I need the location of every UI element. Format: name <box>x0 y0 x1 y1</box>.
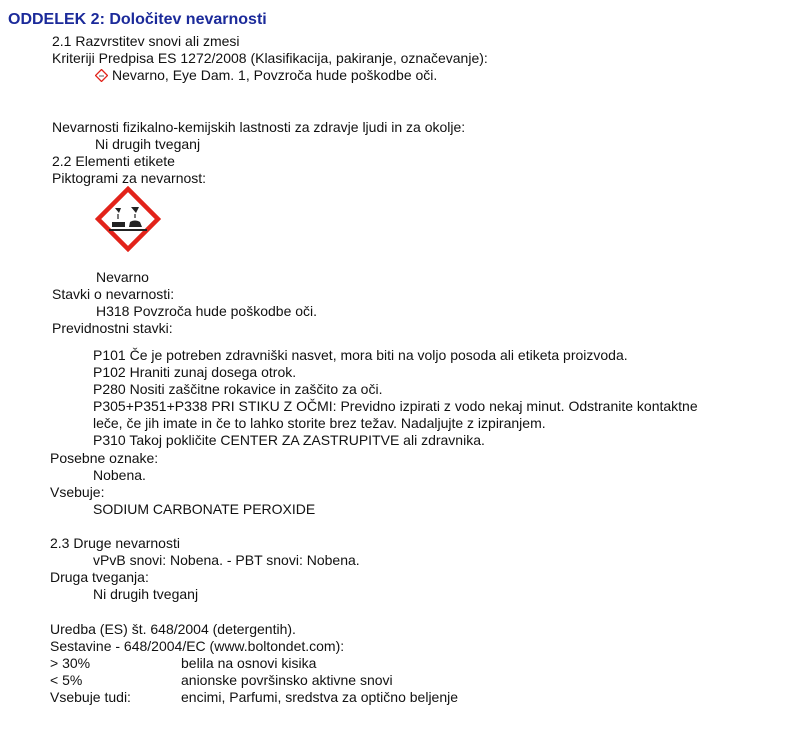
ghs05-corrosion-icon <box>95 186 161 252</box>
subsection-2-3-title: 2.3 Druge nevarnosti <box>50 535 180 551</box>
contains-label: Vsebuje: <box>50 484 105 500</box>
composition-name: belila na osnovi kisika <box>181 655 317 671</box>
classification-text: Nevarno, Eye Dam. 1, Povzroča hude poškodbe oči. <box>112 67 438 83</box>
special-label: Posebne oznake: <box>50 450 159 466</box>
ghs-diamond-icon <box>95 69 108 86</box>
other-risks-label: Druga tveganja: <box>50 569 149 585</box>
composition-label: Sestavine - 648/2004/EC (www.boltondet.com): <box>50 638 345 654</box>
precautionary-statement: P102 Hraniti zunaj dosega otrok. <box>93 364 297 380</box>
other-risks-value: Ni drugih tveganj <box>93 586 199 602</box>
subsection-2-1-title: 2.1 Razvrstitev snovi ali zmesi <box>52 33 240 49</box>
phys-hazards-value: Ni drugih tveganj <box>95 136 201 152</box>
precautionary-statement: P101 Če je potreben zdravniški nasvet, mora biti na voljo posoda ali etiketa proizvoda. <box>93 347 628 363</box>
classification-line <box>95 67 437 86</box>
composition-name: encimi, Parfumi, sredstva za optično beljenje <box>181 689 459 705</box>
precautionary-label: Previdnostni stavki: <box>52 320 173 336</box>
hazard-statements-label: Stavki o nevarnosti: <box>52 286 175 302</box>
composition-amount: > 30% <box>50 655 91 671</box>
composition-amount: Vsebuje tudi: <box>50 689 131 705</box>
regulation-line: Uredba (ES) št. 648/2004 (detergentih). <box>50 621 296 637</box>
composition-name: anionske površinsko aktivne snovi <box>181 672 393 688</box>
signal-word: Nevarno <box>96 269 149 285</box>
phys-hazards-label: Nevarnosti fizikalno-kemijskih lastnosti za zdravje ljudi in za okolje: <box>52 119 466 135</box>
contains-value: SODIUM CARBONATE PEROXIDE <box>93 501 316 517</box>
criteria-label: Kriteriji Predpisa ES 1272/2008 (Klasifikacija, pakiranje, označevanje): <box>52 50 488 66</box>
composition-amount: < 5% <box>50 672 83 688</box>
pictograms-label: Piktogrami za nevarnost: <box>52 170 207 186</box>
hazard-statement: H318 Povzroča hude poškodbe oči. <box>96 303 318 319</box>
vpvb-line: vPvB snovi: Nobena. - PBT snovi: Nobena. <box>93 552 360 568</box>
precautionary-statement: leče, če jih imate in če to lahko storite brez težav. Nadaljujte z izpiranjem. <box>93 415 546 431</box>
precautionary-statement: P310 Takoj pokličite CENTER ZA ZASTRUPITVE ali zdravnika. <box>93 432 485 448</box>
section-title: ODDELEK 2: Določitev nevarnosti <box>8 11 267 28</box>
precautionary-statement: P280 Nositi zaščitne rokavice in zaščito za oči. <box>93 381 383 397</box>
precautionary-statement: P305+P351+P338 PRI STIKU Z OČMI: Previdno izpirati z vodo nekaj minut. Odstranite kontaktne <box>93 398 698 414</box>
subsection-2-2-title: 2.2 Elementi etikete <box>52 153 175 169</box>
special-value: Nobena. <box>93 467 146 483</box>
